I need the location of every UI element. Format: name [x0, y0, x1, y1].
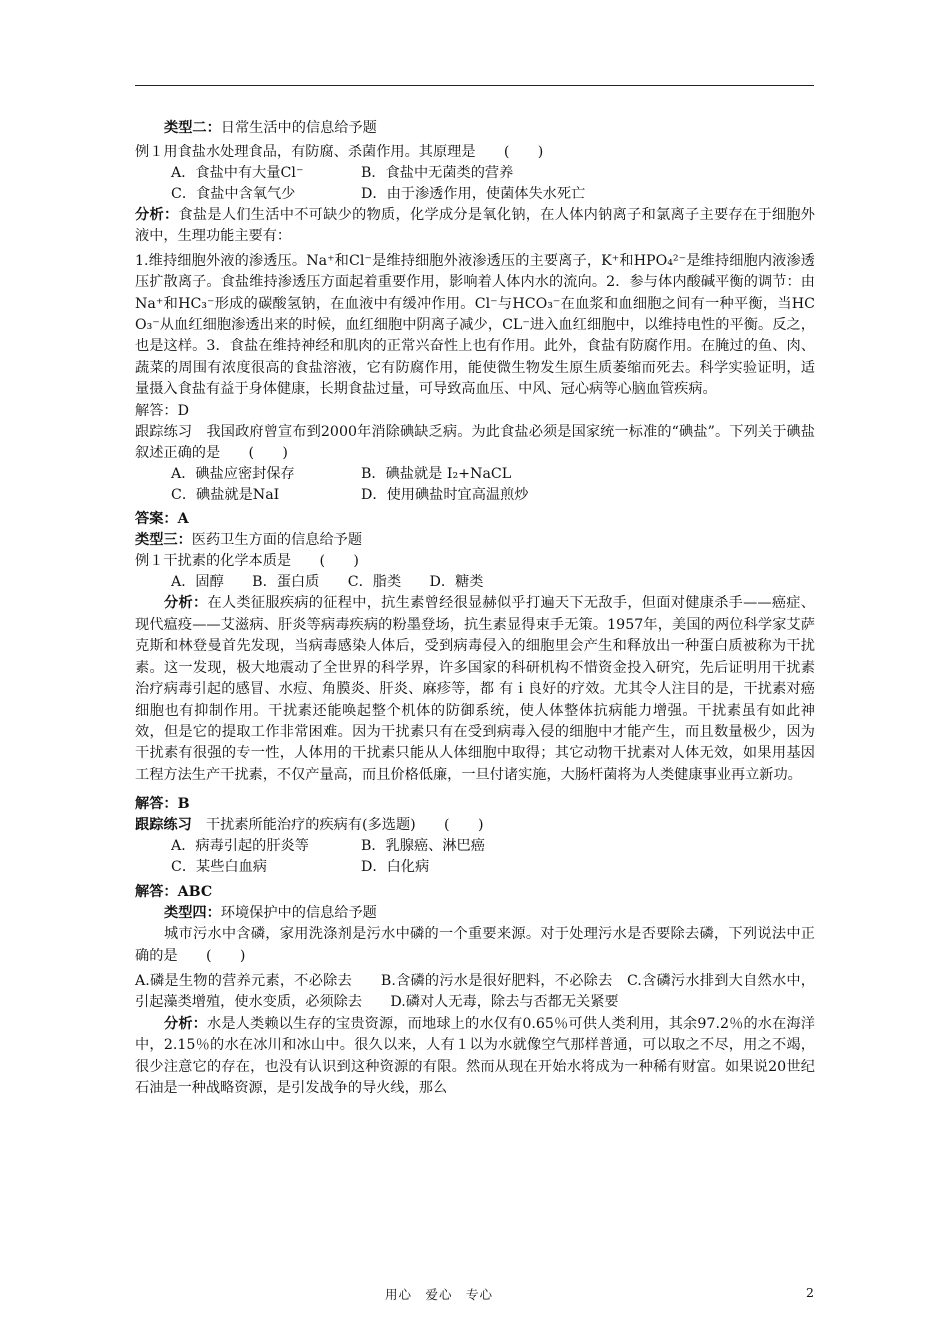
analysis-paragraph [135, 1014, 815, 1100]
section-heading-label: 类型四： [164, 905, 221, 922]
section-heading [135, 118, 815, 139]
analysis-intro-text: 食盐是人们生活中不可缺少的物质，化学成分是氧化钠，在人体内钠离子和氯离子主要存在于细胞外液中，生理功能主要有： [135, 207, 815, 245]
option-c: C．碘盐就是NaI [171, 487, 280, 504]
question: 例１用食盐水处理食品，有防腐、杀菌作用。其原理是 ( ) [135, 144, 544, 160]
answer-line: 解答：B [135, 796, 190, 813]
follow-up-question [135, 815, 815, 836]
section-heading-text: 环境保护中的信息给予题 [220, 905, 377, 922]
analysis-label: 分析： [164, 1015, 207, 1032]
option-c: C．食盐中含氧气少 [171, 186, 296, 202]
page-number: 2 [806, 1285, 814, 1300]
follow-up-question: 跟踪练习 我国政府曾宣布到2000年消除碘缺乏病。为此食盐必须是国家统一标准的“碘盐”。下列关于碘盐叙述正确的是 ( ) [135, 423, 815, 462]
option-a: A．病毒引起的肝炎等 [171, 838, 309, 855]
option-row [135, 184, 815, 205]
option-d: D．使用碘盐时宜高温煎炒 [361, 487, 529, 504]
option-row [135, 163, 815, 184]
follow-up-label: 跟踪练习 [135, 817, 192, 834]
analysis-label: 分析： [135, 207, 179, 223]
section-heading-label: 类型二： [164, 120, 221, 136]
question: 例１干扰素的化学本质是 ( ) [135, 553, 359, 570]
section-heading-label: 类型三： [135, 532, 192, 549]
section-heading-text: 日常生活中的信息给予题 [220, 120, 377, 136]
question: 城市污水中含磷，家用洗涤剂是污水中磷的一个重要来源。对于处理污水是否要除去磷，下列说法中正确的是 ( ) [135, 926, 815, 964]
header-rule [135, 85, 814, 86]
option-row [135, 836, 815, 857]
analysis-paragraph: 1.维持细胞外液的渗透压。Na⁺和Cl⁻是维持细胞外液渗透压的主要离子，K⁺和HPO₄²⁻是维持细胞内液渗透压扩散离子。食盐维持渗透压方面起着重要作用，影响着人体内水的流向。2．参与体内酸碱平衡的调节：由Na⁺和HC₃⁻形成的碳酸氢钠，在血液中有缓冲作用。Cl⁻与HCO₃⁻在血浆和血细胞之间有一种平衡，当HCO₃⁻从血红细胞渗透出来的时候，血红细胞中阴离子减少，CL⁻进入血红细胞中，以维持电性的平衡。反之，也是这样。3．食盐在维持神经和肌肉的正常兴奋性上也有作用。此外，食盐有防腐作用。在腌过的鱼、肉、蔬菜的周围有浓度很高的食盐溶液，它有防腐作用，能使微生物发生原生质萎缩而死去。科学实验证明，适量摄入食盐有益于身体健康，长期食盐过量，可导致高血压、中风、冠心病等心脑血管疾病。 [135, 252, 815, 398]
option-a: A．碘盐应密封保存 [171, 466, 295, 483]
document-body [135, 118, 815, 1099]
option-row [135, 485, 815, 506]
option-row [135, 464, 815, 485]
follow-up-text: 干扰素所能治疗的疾病有(多选题) ( ) [205, 817, 484, 834]
footer-text: 用心 爱心 专心 [385, 1287, 494, 1302]
option-a: A．食盐中有大量Cl⁻ [171, 165, 304, 181]
option-d: D．白化病 [361, 859, 430, 876]
option-c: C．某些白血病 [171, 859, 267, 876]
section-heading-text: 医药卫生方面的信息给予题 [191, 532, 363, 549]
page-footer [0, 1285, 950, 1305]
section-heading [135, 903, 815, 924]
analysis-text: 水是人类赖以生存的宝贵资源，而地球上的水仅有0.65％可供人类利用，其余97.2％的水在海洋中，2.15％的水在冰川和冰山中。很久以来，人有１以为水就像空气那样普通，可以取之不尽，用之不竭，很少注意它的存在，也没有认识到这种资源的有限。然而从现在开始水将成为一种稀有财富。如果说20世纪石油是一种战略资源，是引发战争的导火线，那么 [135, 1015, 815, 1096]
option-row: A.磷是生物的营养元素，不必除去 B.含磷的污水是很好肥料，不必除去 C.含磷污水排到大自然水中，引起藻类增殖，使水变质，必须除去 D.磷对人无毒，除去与否都无关紧要 [135, 972, 815, 1011]
option-b: B．食盐中无菌类的营养 [361, 165, 514, 181]
final-answer: 答案：A [135, 511, 189, 528]
analysis-label: 分析： [164, 595, 208, 612]
analysis-paragraph [135, 593, 815, 786]
answer-line: 解答：D [135, 402, 189, 419]
option-d: D．由于渗透作用，使菌体失水死亡 [361, 186, 586, 202]
option-b: B．碘盐就是 I₂+NaCL [361, 466, 512, 483]
analysis-intro [135, 205, 815, 248]
analysis-text: 在人类征服疾病的征程中，抗生素曾经很显赫似乎打遍天下无敌手，但面对健康杀手——癌症、现代瘟疫——艾滋病、肝炎等病毒疾病的粉墨登场，抗生素显得束手无策。1957年，美国的两位科学家艾萨克斯和林登曼首先发现，当病毒感染人体后，受到病毒侵入的细胞里会产生和释放出一种蛋白质被称为干扰素。这一发现，极大地震动了全世界的科学界，许多国家的科研机构不惜资金投入研究，先后证明用干扰素治疗病毒引起的感冒、水痘、角膜炎、肝炎、麻疹等，都 有ｉ良好的疗效。尤其令人注目的是，干扰素对癌细胞也有抑制作用。干扰素还能唤起整个机体的防御系统，使人体整体抗病能力增强。干扰素虽有如此神效，但是它的提取工作非常困难。因为干扰素只有在受到病毒入侵的细胞中才能产生，而且数量极少，因为干扰素有很强的专一性，人体用的干扰素只能从人体细胞中取得；其它动物干扰素对人体无效，如果用基因工程方法生产干扰素，不仅产量高，而且价格低廉，一旦付诸实施，大肠杆菌将为人类健康事业再立新功。 [135, 595, 815, 783]
option-b: B．乳腺癌、淋巴癌 [361, 838, 485, 855]
option-row: A．固醇 B．蛋白质 C．脂类 D．糖类 [171, 574, 484, 591]
final-answer: 解答：ABC [135, 884, 213, 901]
section-heading [135, 530, 815, 551]
option-row [135, 857, 815, 878]
